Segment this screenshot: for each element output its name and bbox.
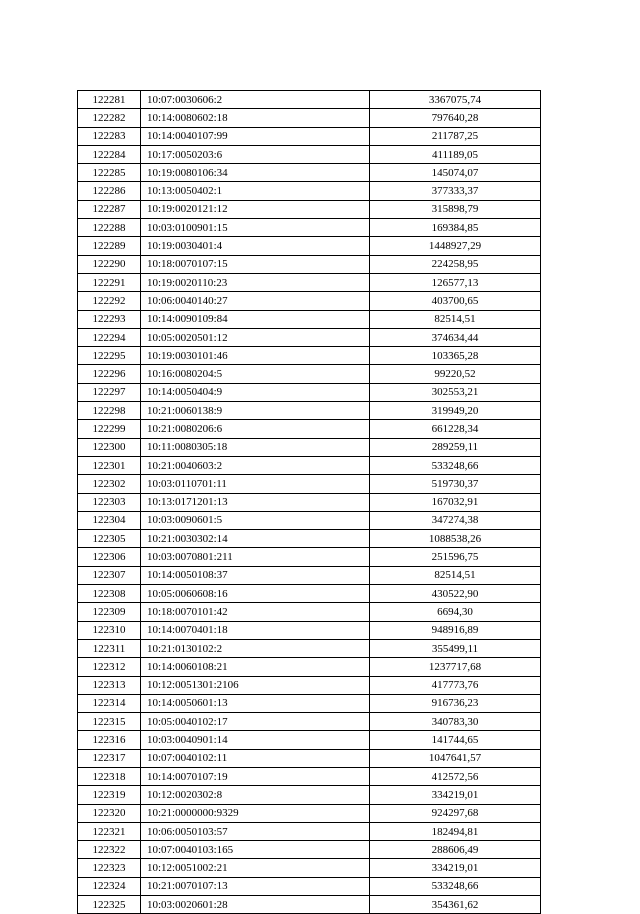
amount-cell: 417773,76 — [370, 676, 541, 694]
row-number-cell: 122323 — [78, 859, 141, 877]
amount-cell: 82514,51 — [370, 566, 541, 584]
table-row — [78, 767, 541, 785]
table-row — [78, 164, 541, 182]
cadastral-number-cell: 10:19:0020121:12 — [141, 200, 370, 218]
cadastral-number-cell: 10:18:0070101:42 — [141, 603, 370, 621]
table-row — [78, 456, 541, 474]
cadastral-number-cell: 10:05:0040102:17 — [141, 713, 370, 731]
row-number-cell: 122296 — [78, 365, 141, 383]
row-number-cell: 122316 — [78, 731, 141, 749]
table-row — [78, 237, 541, 255]
cadastral-number-cell: 10:14:0040107:99 — [141, 127, 370, 145]
cadastral-number-cell: 10:13:0050402:1 — [141, 182, 370, 200]
amount-cell: 354361,62 — [370, 896, 541, 914]
amount-cell: 916736,23 — [370, 694, 541, 712]
row-number-cell: 122287 — [78, 200, 141, 218]
cadastral-number-cell: 10:03:0070801:211 — [141, 548, 370, 566]
amount-cell: 126577,13 — [370, 273, 541, 291]
row-number-cell: 122315 — [78, 713, 141, 731]
amount-cell: 533248,66 — [370, 877, 541, 895]
row-number-cell: 122302 — [78, 475, 141, 493]
cadastral-number-cell: 10:21:0130102:2 — [141, 639, 370, 657]
amount-cell: 1088538,26 — [370, 530, 541, 548]
row-number-cell: 122303 — [78, 493, 141, 511]
table-row — [78, 91, 541, 109]
table-row — [78, 603, 541, 621]
row-number-cell: 122299 — [78, 420, 141, 438]
cadastral-number-cell: 10:03:0040901:14 — [141, 731, 370, 749]
table-row — [78, 731, 541, 749]
table-row — [78, 639, 541, 657]
table-row — [78, 694, 541, 712]
cadastral-number-cell: 10:03:0090601:5 — [141, 511, 370, 529]
row-number-cell: 122281 — [78, 91, 141, 109]
amount-cell: 99220,52 — [370, 365, 541, 383]
cadastral-number-cell: 10:14:0050404:9 — [141, 383, 370, 401]
cadastral-number-cell: 10:21:0070107:13 — [141, 877, 370, 895]
cadastral-number-cell: 10:05:0020501:12 — [141, 328, 370, 346]
cadastral-number-cell: 10:21:0030302:14 — [141, 530, 370, 548]
cadastral-number-cell: 10:19:0030401:4 — [141, 237, 370, 255]
row-number-cell: 122318 — [78, 767, 141, 785]
cadastral-number-cell: 10:21:0080206:6 — [141, 420, 370, 438]
amount-cell: 411189,05 — [370, 145, 541, 163]
row-number-cell: 122307 — [78, 566, 141, 584]
amount-cell: 948916,89 — [370, 621, 541, 639]
cadastral-number-cell: 10:12:0051002:21 — [141, 859, 370, 877]
cadastral-number-cell: 10:14:0050108:37 — [141, 566, 370, 584]
table-row — [78, 658, 541, 676]
row-number-cell: 122314 — [78, 694, 141, 712]
table-row — [78, 347, 541, 365]
table-row — [78, 273, 541, 291]
row-number-cell: 122294 — [78, 328, 141, 346]
amount-cell: 182494,81 — [370, 822, 541, 840]
row-number-cell: 122297 — [78, 383, 141, 401]
amount-cell: 211787,25 — [370, 127, 541, 145]
cadastral-number-cell: 10:14:0060108:21 — [141, 658, 370, 676]
row-number-cell: 122313 — [78, 676, 141, 694]
amount-cell: 355499,11 — [370, 639, 541, 657]
table-row — [78, 749, 541, 767]
cadastral-number-cell: 10:07:0040103:165 — [141, 841, 370, 859]
cadastral-number-cell: 10:14:0090109:84 — [141, 310, 370, 328]
row-number-cell: 122301 — [78, 456, 141, 474]
cadastral-number-cell: 10:14:0070401:18 — [141, 621, 370, 639]
cadastral-number-cell: 10:03:0020601:28 — [141, 896, 370, 914]
row-number-cell: 122290 — [78, 255, 141, 273]
amount-cell: 347274,38 — [370, 511, 541, 529]
cadastral-number-cell: 10:19:0080106:34 — [141, 164, 370, 182]
amount-cell: 319949,20 — [370, 402, 541, 420]
row-number-cell: 122309 — [78, 603, 141, 621]
cadastral-number-cell: 10:16:0080204:5 — [141, 365, 370, 383]
table-row — [78, 859, 541, 877]
table-row — [78, 292, 541, 310]
table-row — [78, 493, 541, 511]
table-row — [78, 182, 541, 200]
cadastral-number-cell: 10:03:0110701:11 — [141, 475, 370, 493]
row-number-cell: 122283 — [78, 127, 141, 145]
cadastral-number-cell: 10:21:0060138:9 — [141, 402, 370, 420]
cadastral-number-cell: 10:03:0100901:15 — [141, 219, 370, 237]
amount-cell: 533248,66 — [370, 456, 541, 474]
table-row — [78, 621, 541, 639]
amount-cell: 1047641,57 — [370, 749, 541, 767]
amount-cell: 3367075,74 — [370, 91, 541, 109]
amount-cell: 141744,65 — [370, 731, 541, 749]
table-row — [78, 420, 541, 438]
row-number-cell: 122306 — [78, 548, 141, 566]
table-row — [78, 786, 541, 804]
row-number-cell: 122300 — [78, 438, 141, 456]
cadastral-number-cell: 10:12:0020302:8 — [141, 786, 370, 804]
row-number-cell: 122286 — [78, 182, 141, 200]
cadastral-number-cell: 10:18:0070107:15 — [141, 255, 370, 273]
row-number-cell: 122319 — [78, 786, 141, 804]
amount-cell: 412572,56 — [370, 767, 541, 785]
table-row — [78, 804, 541, 822]
amount-cell: 334219,01 — [370, 859, 541, 877]
amount-cell: 1237717,68 — [370, 658, 541, 676]
cadastral-number-cell: 10:14:0080602:18 — [141, 109, 370, 127]
table-row — [78, 438, 541, 456]
table-row — [78, 713, 541, 731]
table-row — [78, 219, 541, 237]
row-number-cell: 122289 — [78, 237, 141, 255]
cadastral-number-cell: 10:19:0020110:23 — [141, 273, 370, 291]
row-number-cell: 122321 — [78, 822, 141, 840]
cadastral-number-cell: 10:21:0040603:2 — [141, 456, 370, 474]
amount-cell: 797640,28 — [370, 109, 541, 127]
cadastral-number-cell: 10:12:0051301:2106 — [141, 676, 370, 694]
amount-cell: 288606,49 — [370, 841, 541, 859]
table-row — [78, 200, 541, 218]
amount-cell: 374634,44 — [370, 328, 541, 346]
table-row — [78, 530, 541, 548]
table-row — [78, 383, 541, 401]
row-number-cell: 122295 — [78, 347, 141, 365]
amount-cell: 289259,11 — [370, 438, 541, 456]
table-row — [78, 511, 541, 529]
row-number-cell: 122322 — [78, 841, 141, 859]
amount-cell: 145074,07 — [370, 164, 541, 182]
amount-cell: 315898,79 — [370, 200, 541, 218]
table-row — [78, 109, 541, 127]
table-row — [78, 255, 541, 273]
cadastral-number-cell: 10:17:0050203:6 — [141, 145, 370, 163]
table-row — [78, 566, 541, 584]
row-number-cell: 122308 — [78, 585, 141, 603]
table-row — [78, 676, 541, 694]
row-number-cell: 122291 — [78, 273, 141, 291]
amount-cell: 169384,85 — [370, 219, 541, 237]
amount-cell: 6694,30 — [370, 603, 541, 621]
amount-cell: 403700,65 — [370, 292, 541, 310]
cadastral-number-cell: 10:19:0030101:46 — [141, 347, 370, 365]
cadastral-number-cell: 10:13:0171201:13 — [141, 493, 370, 511]
amount-cell: 430522,90 — [370, 585, 541, 603]
table-row — [78, 145, 541, 163]
row-number-cell: 122292 — [78, 292, 141, 310]
table-row — [78, 877, 541, 895]
cadastral-number-cell: 10:05:0060608:16 — [141, 585, 370, 603]
cadastral-number-cell: 10:06:0050103:57 — [141, 822, 370, 840]
amount-cell: 924297,68 — [370, 804, 541, 822]
row-number-cell: 122310 — [78, 621, 141, 639]
cadastral-number-cell: 10:14:0050601:13 — [141, 694, 370, 712]
cadastral-number-cell: 10:11:0080305:18 — [141, 438, 370, 456]
row-number-cell: 122298 — [78, 402, 141, 420]
row-number-cell: 122324 — [78, 877, 141, 895]
table-row — [78, 585, 541, 603]
row-number-cell: 122304 — [78, 511, 141, 529]
data-table — [77, 90, 541, 914]
table-row — [78, 841, 541, 859]
cadastral-number-cell: 10:07:0040102:11 — [141, 749, 370, 767]
amount-cell: 661228,34 — [370, 420, 541, 438]
amount-cell: 167032,91 — [370, 493, 541, 511]
amount-cell: 82514,51 — [370, 310, 541, 328]
cadastral-number-cell: 10:21:0000000:9329 — [141, 804, 370, 822]
table-row — [78, 548, 541, 566]
amount-cell: 302553,21 — [370, 383, 541, 401]
table-row — [78, 127, 541, 145]
cadastral-number-cell: 10:07:0030606:2 — [141, 91, 370, 109]
table-row — [78, 475, 541, 493]
row-number-cell: 122305 — [78, 530, 141, 548]
table-row — [78, 822, 541, 840]
row-number-cell: 122288 — [78, 219, 141, 237]
row-number-cell: 122320 — [78, 804, 141, 822]
amount-cell: 251596,75 — [370, 548, 541, 566]
table-row — [78, 310, 541, 328]
row-number-cell: 122311 — [78, 639, 141, 657]
table-row — [78, 328, 541, 346]
cadastral-number-cell: 10:06:0040140:27 — [141, 292, 370, 310]
row-number-cell: 122284 — [78, 145, 141, 163]
row-number-cell: 122293 — [78, 310, 141, 328]
row-number-cell: 122317 — [78, 749, 141, 767]
amount-cell: 519730,37 — [370, 475, 541, 493]
table-row — [78, 365, 541, 383]
row-number-cell: 122312 — [78, 658, 141, 676]
amount-cell: 334219,01 — [370, 786, 541, 804]
table-row — [78, 402, 541, 420]
amount-cell: 1448927,29 — [370, 237, 541, 255]
cadastral-number-cell: 10:14:0070107:19 — [141, 767, 370, 785]
amount-cell: 377333,37 — [370, 182, 541, 200]
amount-cell: 340783,30 — [370, 713, 541, 731]
row-number-cell: 122325 — [78, 896, 141, 914]
row-number-cell: 122282 — [78, 109, 141, 127]
row-number-cell: 122285 — [78, 164, 141, 182]
amount-cell: 103365,28 — [370, 347, 541, 365]
table-body — [78, 91, 541, 914]
amount-cell: 224258,95 — [370, 255, 541, 273]
